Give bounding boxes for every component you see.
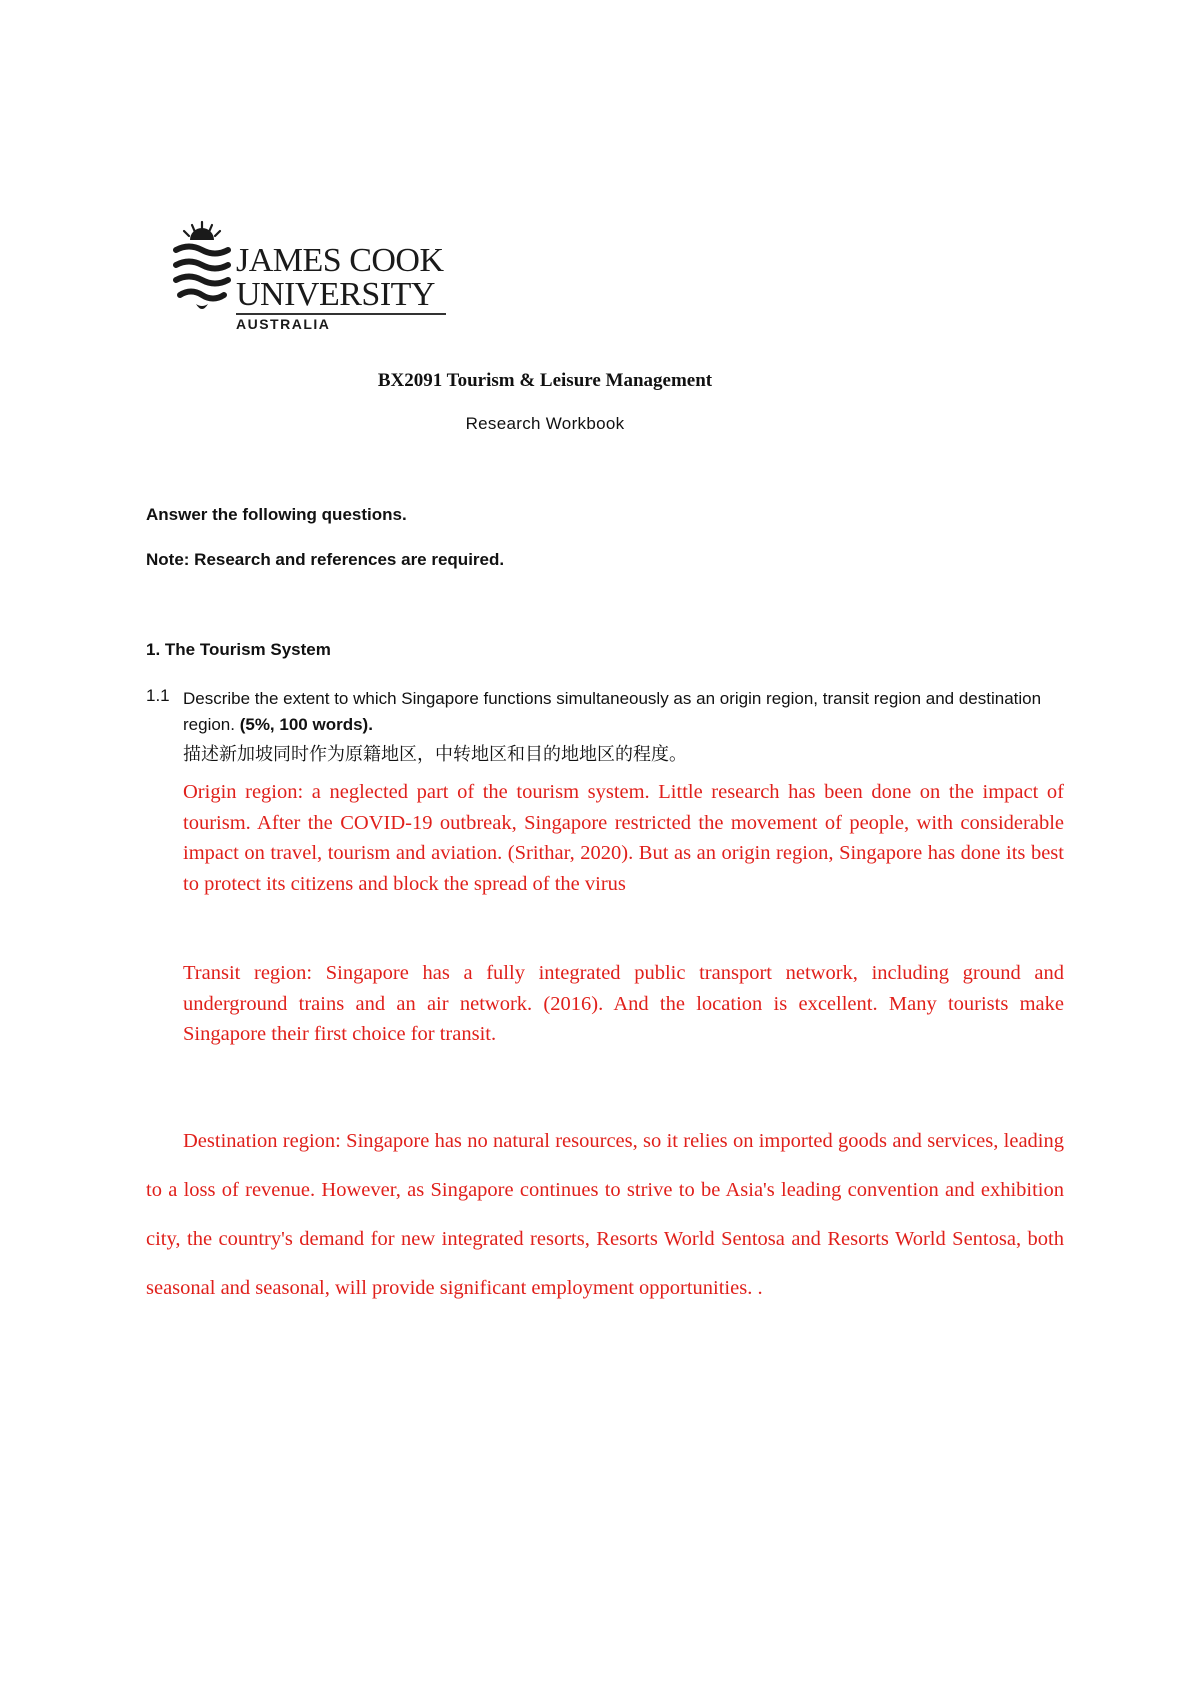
wave-sun-emblem-icon [172, 220, 232, 320]
document-subtitle: Research Workbook [465, 414, 625, 433]
section-heading: 1. The Tourism System [146, 640, 331, 659]
question-text [183, 686, 1043, 738]
answer-destination-region: Destination region: Singapore has no natural resources, so it relies on imported goods and services, leading to a loss of revenue. However, as Singapore continues to strive to be Asia's leading convention and exhibition city, the country's demand for new integrated resorts, Resorts World Sentosa and Resorts World Sentosa, both seasonal and seasonal, will provide significant employment opportunities. . [146, 1130, 1064, 1299]
logo-divider [236, 313, 446, 315]
course-title: BX2091 Tourism & Leisure Management [377, 370, 713, 391]
instruction-line: Answer the following questions. [146, 505, 407, 524]
question-body: Describe the extent to which Singapore functions simultaneously as an origin region, transit region and destination region. [183, 689, 1042, 734]
answer-origin-region: Origin region: a neglected part of the tourism system. Little research has been done on the impact of tourism. After the COVID-19 outbreak, Singapore restricted the movement of people, with considerable impact on travel, tourism and aviation. (Srithar, 2020). But as an origin region, Singapore has done its best to protect its citizens and block the spread of the virus [183, 781, 1064, 895]
logo-text-line2: UNIVERSITY [236, 276, 435, 313]
university-logo [172, 220, 457, 335]
question-weighting: (5%, 100 words). [239, 715, 373, 734]
question-number: 1.1 [146, 686, 170, 705]
question-translation: 描述新加坡同时作为原籍地区，中转地区和目的地地区的程度。 [183, 744, 687, 765]
logo-text-line1: JAMES COOK [236, 242, 444, 279]
logo-text-line3: AUSTRALIA [236, 316, 331, 332]
note-line: Note: Research and references are required. [146, 550, 505, 569]
answer-transit-region: Transit region: Singapore has a fully integrated public transport network, including ground and underground trains and an air network. (2016). And the location is excellent. Many tourists make Singapore their first choice for transit. [183, 962, 1064, 1045]
